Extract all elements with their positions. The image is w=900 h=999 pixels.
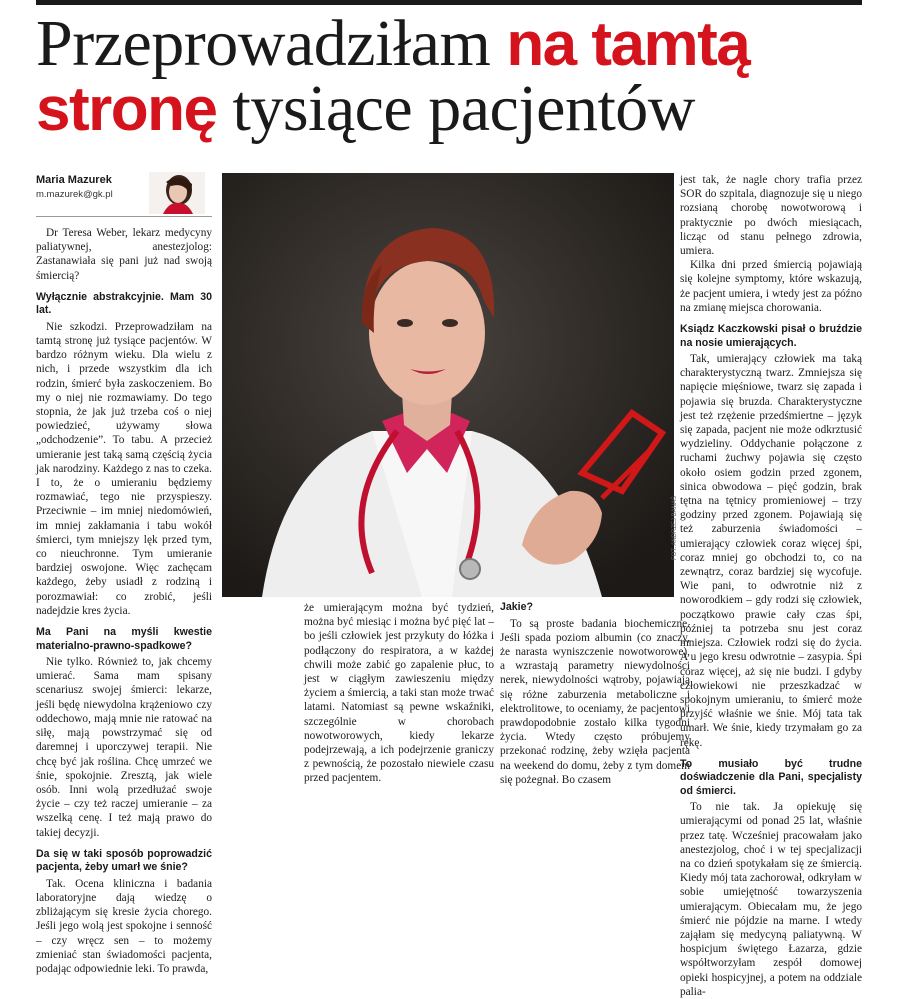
author-portrait-icon (149, 172, 205, 214)
headline-highlight: stronę (36, 75, 217, 144)
answer-paragraph: Nie tylko. Również to, jak chcemy umierać. Sama mam spisany scenariusz swojej śmierci: lekarze, jeśli będę niewydolna krążeniowo czy oddechowo, mają mnie nie ratować na siłę, mają powstrzymać się od daremnej i uporczywej terapii. Nie chcę być jak roślina. Chcę umrzeć we śnie, spokojnie. Zresztą, jak wiele osób. Inni wolą przedłużać swoje życie – czy też raczej umieranie – za wszelką cenę. I też mają prawo do takiej decyzji. (36, 656, 212, 839)
headline-highlight: na tamtą (506, 10, 750, 79)
answer-paragraph: Tak. Ocena kliniczna i badania laboratoryjne dają wiedzę o zbliżającym się kresie życia chorego. Jeśli jego wolą jest spokojne i senność – czy wręcz sen – to możemy zmieniać stan świadomości pacjenta, podając odpowiednie leki. To prawda, (36, 877, 212, 975)
author-email[interactable]: m.mazurek@gk.pl (36, 189, 113, 200)
answer-paragraph: że umierającym można być tydzień, można być miesiąc i można być pięć lat – bo jeśli człowiek jest przykuty do łóżka i podłączony do respiratora, a w każdej chwili może zabić go zapalenie płuc, to jest w ciągłym zawieszeniu między życiem a śmiercią, a taki stan może trwać latami. Natomiast są pewne wskaźniki, szczególnie w chorobach nowotworowych, kiedy lekarze podejrzewają, a ich podejrzenie graniczy z pewnością, że pozostało niewiele czasu przed pacjentem. (304, 602, 494, 785)
question-heading: Jakie? (500, 601, 533, 613)
author-name: Maria Mazurek (36, 174, 112, 186)
article-column-4 (680, 173, 862, 999)
photo-credit: FOT. ANDRZEJ BANAŚ (672, 495, 678, 560)
author-byline (36, 172, 212, 217)
article-column-1 (36, 226, 212, 976)
top-rule (36, 0, 862, 5)
question-heading: Ma Pani na myśli kwestie materialno-prawno-spadkowe? (36, 626, 212, 652)
answer-paragraph: To nie tak. Ja opiekuję się umierającymi od ponad 25 lat, właśnie przez tatę. Wcześniej pracowałam jako anestezjolog, choć i w tej specjalizacji na co dzień spotykałam się ze śmiercią. Kiedy mój tata zachorował, odkryłam w sobie umiejętność towarzyszenia umierającym. Obiecałam mu, że jego śmierć nie pójdzie na marne. I wtedy zająłam się medycyną paliatywną. W hospicjum świętego Łazarza, gdzie współtworzyłam zespół domowej opieki hospicyjnej, a potem na oddziale palia- (680, 801, 862, 998)
author-avatar (149, 172, 205, 214)
question-heading: Da się w taki sposób poprowadzić pacjenta, żeby umarł we śnie? (36, 847, 212, 874)
intro-paragraph: Dr Teresa Weber, lekarz medycyny paliatywnej, anestezjolog: Zastanawiała się pani już nad swoją śmiercią? (36, 227, 212, 282)
headline-line-1 (36, 7, 876, 80)
headline-text: tysiące pacjentów (216, 72, 695, 145)
portrait-photo (222, 173, 674, 597)
answer-paragraph: Nie szkodzi. Przeprowadziłam na tamtą stronę już tysiące pacjentów. W bardzo różnym wieku. Dla wielu z nich, i przede wszystkim dla ich rodzin, śmierć była zaskoczeniem. Bo my o niej nie rozmawiamy. Do tego stopnia, że jak już trzeba coś o niej powiedzieć, używamy słowa „odchodzenie”. To tabu. A przecież umieranie jest taką samą częścią życia jak narodziny. Każdego z nas to czeka. I to, że o umieraniu będziemy rozmawiać, tego nie przyspieszy. Przeciwnie – im mniej niedomówień, im mniej zakłamania i tabu wokół śmierci, tym mniejszy lęk przed tym, co nieuchronne. Tym umieranie bardziej oswojone. Więc zachęcam każdego, żeby usiadł z rodziną i porozmawiał: co zrobić, jeśli nadejdzie kres życia. (36, 320, 212, 617)
answer-paragraph: Tak, umierający człowiek ma taką charakterystyczną twarz. Zmniejsza się napięcie mięśniowe, twarz się zapada i pojawia się bruzda. Charakterystyczne jest też rzężenie przedśmiertne – język się zapada, pacjent nie może odkrztusić wydzieliny. Oddychanie połączone z ruchami żuchwy pojawia się często około osiem godzin przed zgonem, sinica obwodowa – pięć godzin, brak tętna na tętnicy promieniowej – trzy godziny przed zgonem. Pojawiają się też zaburzenia świadomości – umierający człowiek coraz więcej śpi, coraz mniej go obchodzi to, co na zewnątrz, coraz bardziej się wycofuje. Wie pani, to odwrotnie niż z noworodkiem – gdy rodzi się człowiek, początkowo prawie cały czas śpi, później ta potrzeba snu jest coraz mniejsza. Człowiek rodzi się do życia. A u jego kresu odwrotnie – zasypia. Śpi coraz więcej, aż się nie budzi. I gdyby człowiekowi nie przeszkadzać w spokojnym umieraniu, to śmierć może przyjść właśnie we śnie. Mój tata tak umarł. We śnie, kiedy trzymałam go za rękę. (680, 353, 862, 749)
question-heading: To musiało być trudne doświadczenie dla Pani, specjalisty od śmierci. (680, 757, 862, 797)
article-column-2 (304, 601, 494, 786)
answer-paragraph: Kilka dni przed śmiercią pojawiają się kolejne symptomy, które wskazują, że pacjent umiera, i wtedy jest za późno na zmianę miejsca chorowania. (680, 259, 862, 314)
doctor-portrait-icon (222, 173, 674, 597)
headline (36, 7, 876, 145)
article-column-3 (500, 601, 690, 787)
question-heading: Wyłącznie abstrakcyjnie. Mam 30 lat. (36, 290, 212, 317)
headline-line-2 (36, 72, 876, 145)
headline-text: Przeprowadziłam (36, 7, 507, 80)
answer-paragraph: To są proste badania biochemiczne. Jeśli spada poziom albumin (co znaczy, że narasta wyniszczenie nowotworowe), a wzrastają parametry niewydolności nerek, niewydolności wątroby, pojawiają się różne zaburzenia metaboliczne i elektrolitowe, to oceniamy, że pacjentowi prawdopodobnie zostało kilka tygodni życia. Wtedy często próbujemy przekonać rodzinę, żeby wzięła pacjenta na weekend do domu, żeby z tym domem się pożegnał. Bo czasem (500, 617, 690, 786)
answer-paragraph: jest tak, że nagle chory trafia przez SOR do szpitala, diagnozuje się u niego rozsianą chorobę nowotworową i praktycznie po dwóch miesiącach, licząc od stanu pełnego zdrowia, umiera. (680, 174, 862, 258)
question-heading: Ksiądz Kaczkowski pisał o bruździe na nosie umierających. (680, 323, 862, 349)
